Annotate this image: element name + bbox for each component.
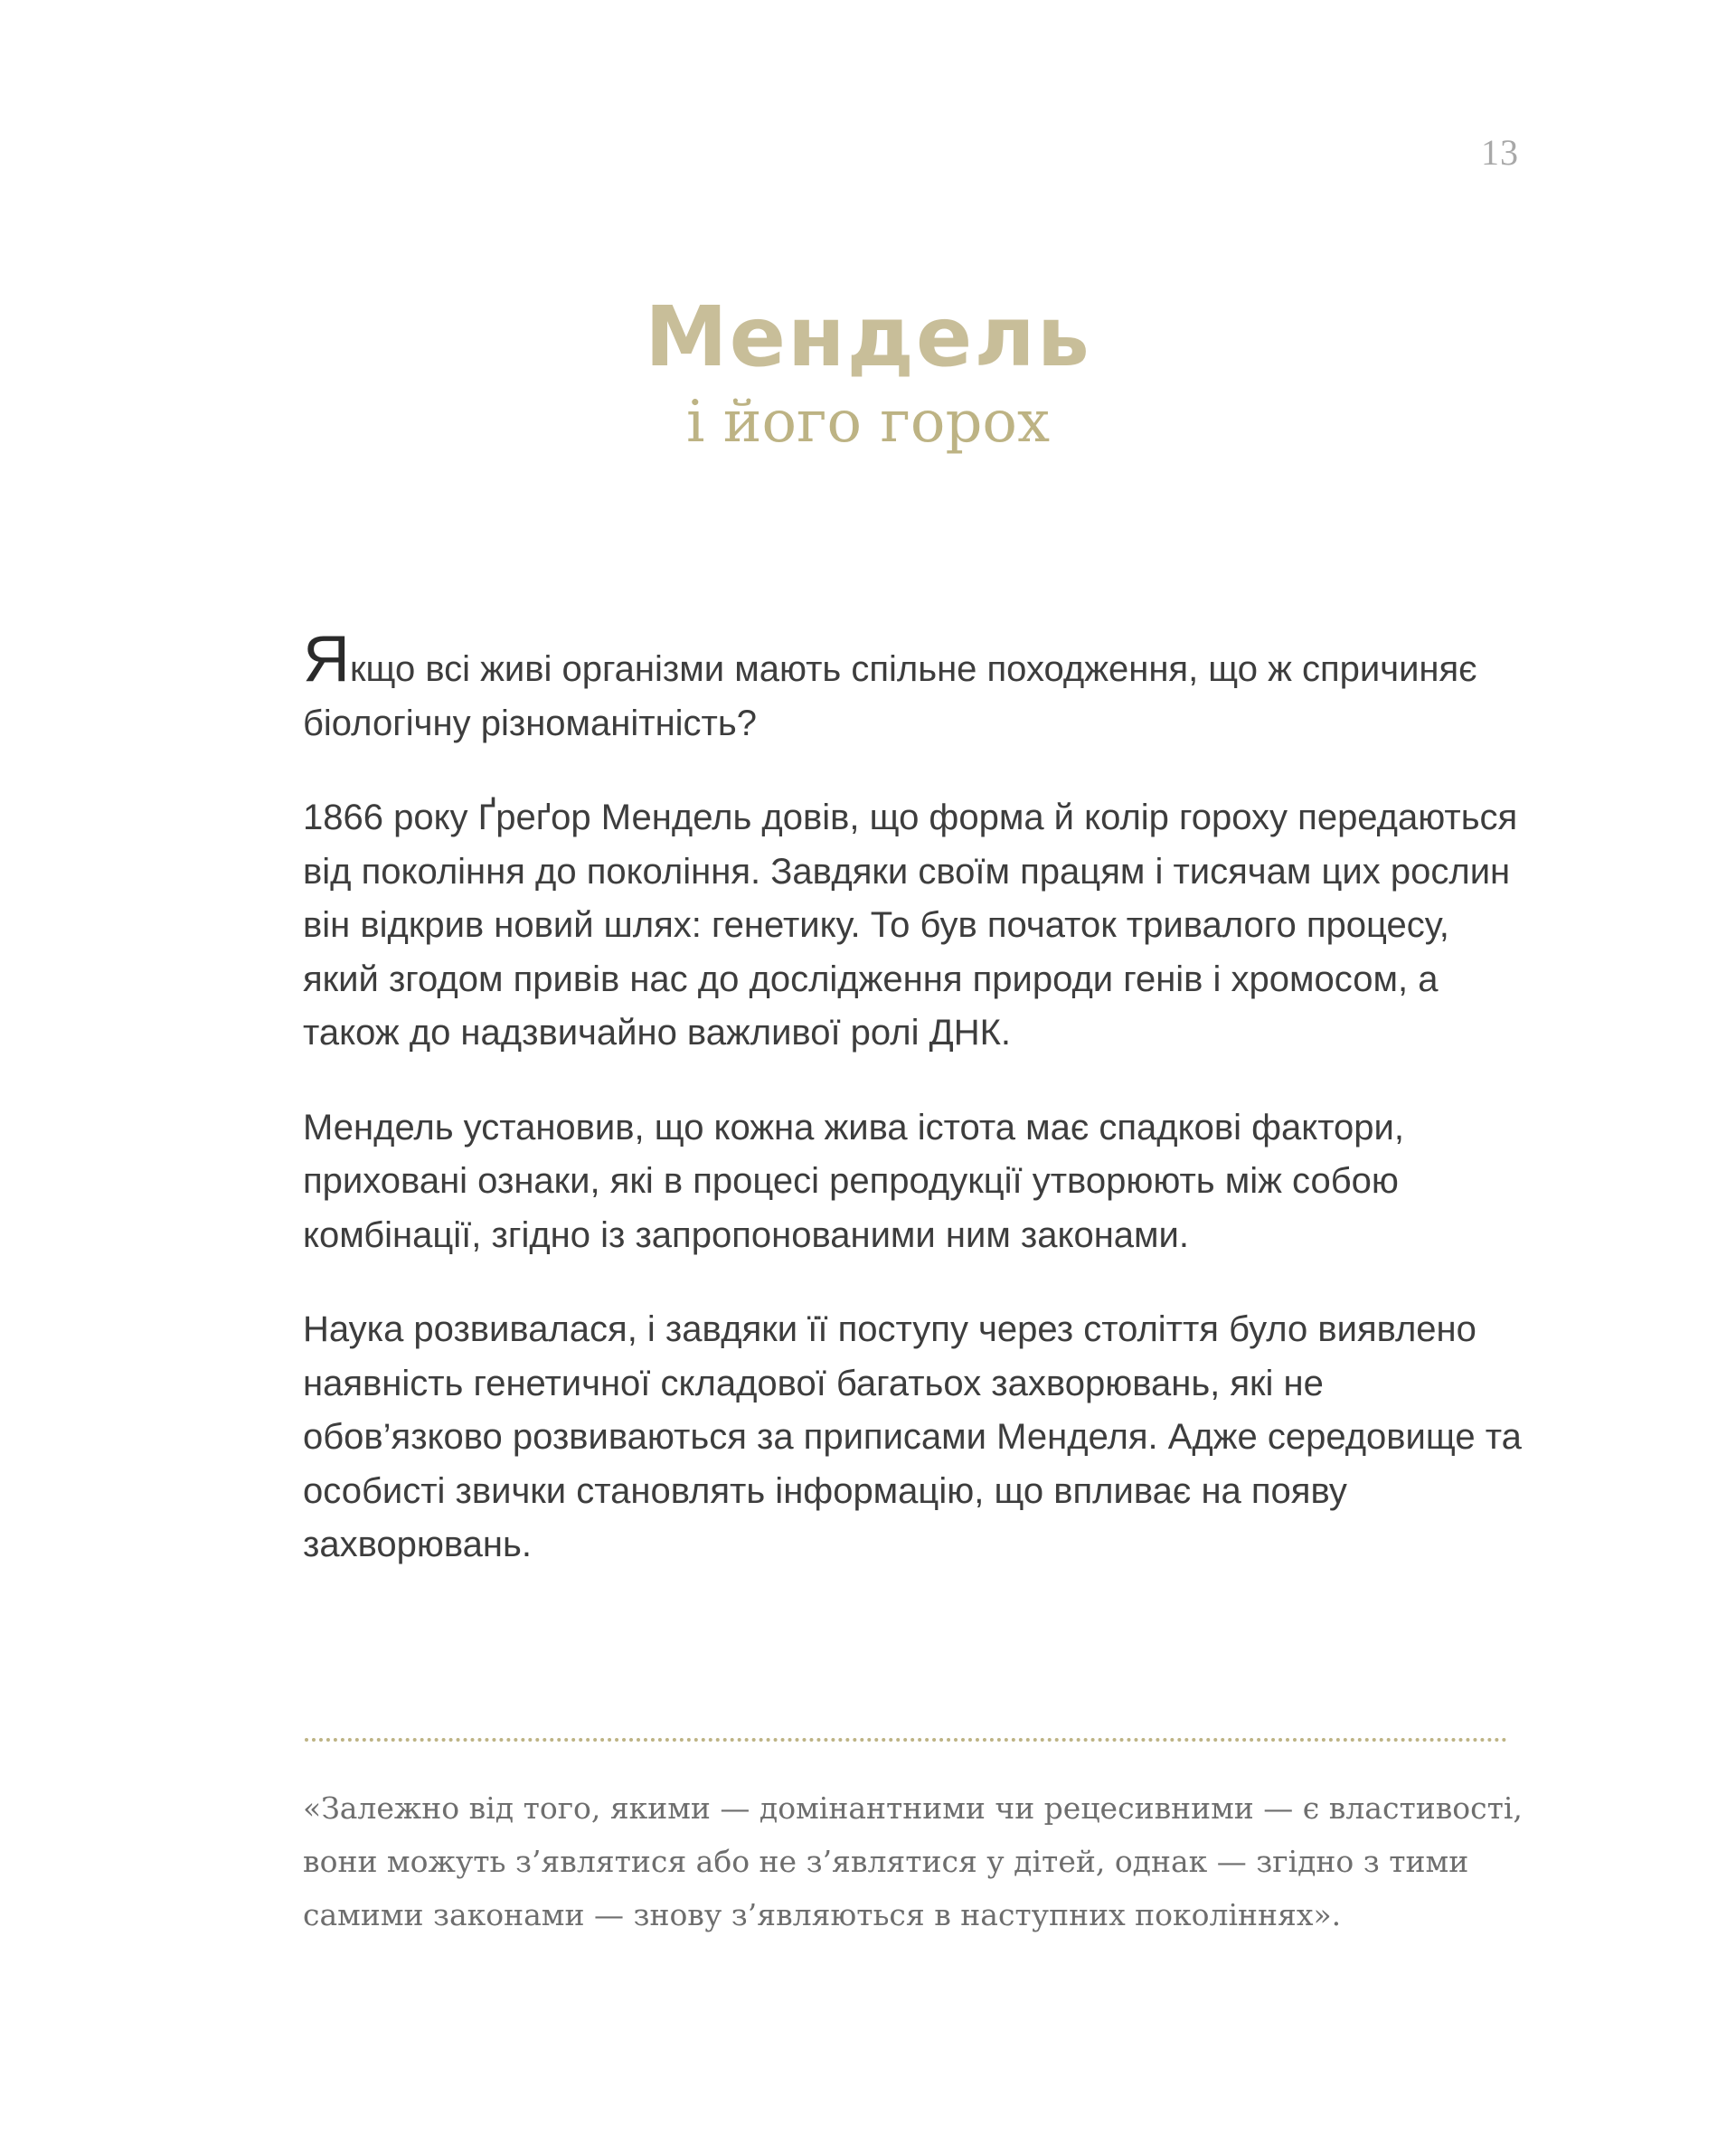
drop-cap: Я xyxy=(303,623,350,695)
mendel-quote: «Залежно від того, якими — домінантними чи рецесивними — є властивості, вони можуть з’являтися або не з’являтися у дітей, однак — згідно з тими самими законами — знову з’являються в наступних поколіннях». xyxy=(303,1790,1523,1932)
paragraph-intro xyxy=(303,623,1524,751)
paragraph-intro-text: кщо всі живі організми мають спільне походження, що ж спричиняє біологічну різноманітність? xyxy=(303,649,1477,743)
paragraph-hereditary-factors: Мендель установив, що кожна жива істота має спадкові фактори, приховані ознаки, які в процесі репродукції утворюють між собою комбінації, згідно із запропонованими ним законами. xyxy=(303,1107,1405,1255)
paragraph-mendel-discovery: 1866 року Ґреґор Мендель довів, що форма й колір гороху передаються від покоління до покоління. Завдяки своїм працям і тисячам цих рослин він відкрив новий шлях: генетику. То був початок тривалого процесу, який згодом привів нас до дослідження природи генів і хромосом, а також до надзвичайно важливої ролі ДНК. xyxy=(303,798,1518,1053)
chapter-title-main: Мендель xyxy=(645,288,1091,385)
chapter-title xyxy=(0,288,1736,463)
paragraph-science-progress: Наука розвивалася, і завдяки її поступу через століття було виявлено наявність генетичної складової багатьох захворювань, які не обов’язково розвиваються за приписами Менделя. Адже середовище та особисті звички становлять інформацію, що впливає на появу захворювань. xyxy=(303,1309,1522,1564)
dotted-divider xyxy=(305,1738,1507,1742)
page-number: 13 xyxy=(1481,132,1519,173)
body-text xyxy=(303,623,1524,1613)
chapter-title-subtitle: і його горох xyxy=(685,389,1051,456)
